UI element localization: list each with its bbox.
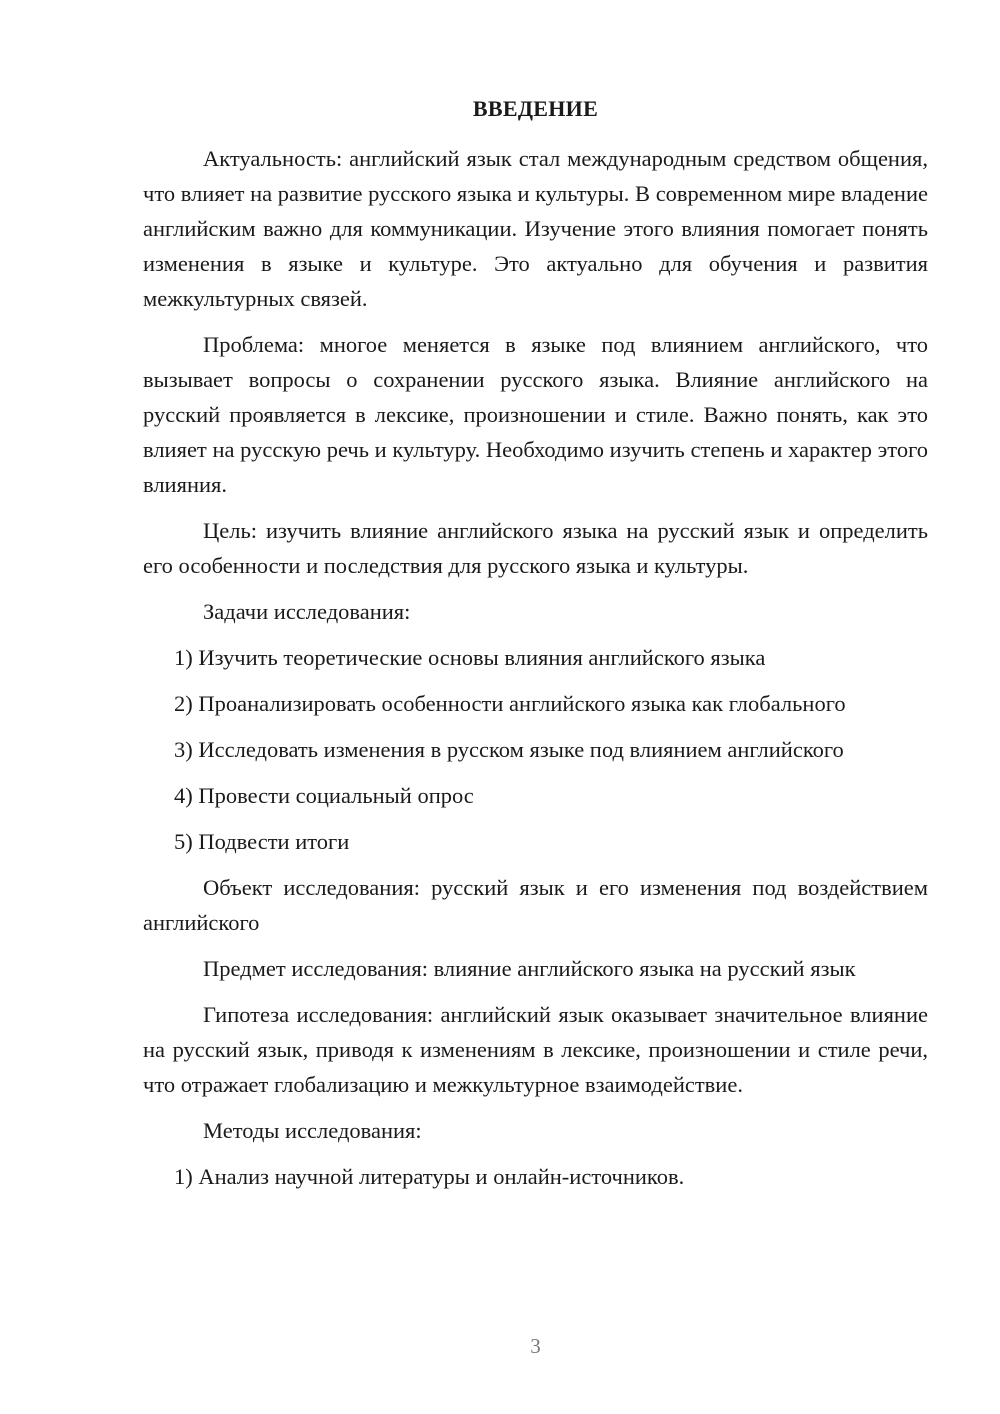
paragraph-goal: Цель: изучить влияние английского языка на русский язык и определить его особенности и последствия для русского языка и культуры. [143, 518, 928, 578]
paragraph-hypothesis: Гипотеза исследования: английский язык оказывает значительное влияние на русский язык, приводя к изменениям в лексике, произношении и стиле речи, что отражает глобализацию и межкультурное взаимодействие. [143, 1002, 928, 1097]
body-text [143, 141, 928, 1205]
paragraph-subject: Предмет исследования: влияние английского языка на русский язык [203, 956, 856, 981]
task-item-4: 4) Провести социальный опрос [174, 783, 474, 808]
paragraph-object: Объект исследования: русский язык и его изменения под воздействием английского [143, 875, 928, 935]
document-page [143, 0, 928, 1414]
page-number: 3 [530, 1334, 541, 1358]
methods-heading: Методы исследования: [203, 1118, 422, 1143]
task-item-3: 3) Исследовать изменения в русском языке под влиянием английского [174, 737, 844, 762]
task-item-5: 5) Подвести итоги [174, 829, 350, 854]
section-title: ВВЕДЕНИЕ [472, 96, 599, 121]
task-item-1: 1) Изучить теоретические основы влияния английского языка [174, 645, 766, 670]
method-item-1: 1) Анализ научной литературы и онлайн-источников. [174, 1164, 685, 1189]
paragraph-problem: Проблема: многое меняется в языке под влиянием английского, что вызывает вопросы о сохранении русского языка. Влияние английского на русский проявляется в лексике, произношении и стиле. Важно понять, как это влияет на русскую речь и культуру. Необходимо изучить степень и характер этого влияния. [143, 332, 928, 497]
paragraph-relevance: Актуальность: английский язык стал международным средством общения, что влияет на развитие русского языка и культуры. В современном мире владение английским важно для коммуникации. Изучение этого влияния помогает понять изменения в языке и культуре. Это актуально для обучения и развития межкультурных связей. [143, 146, 928, 311]
task-item-2: 2) Проанализировать особенности английского языка как глобального [174, 691, 846, 716]
tasks-heading: Задачи исследования: [203, 599, 411, 624]
